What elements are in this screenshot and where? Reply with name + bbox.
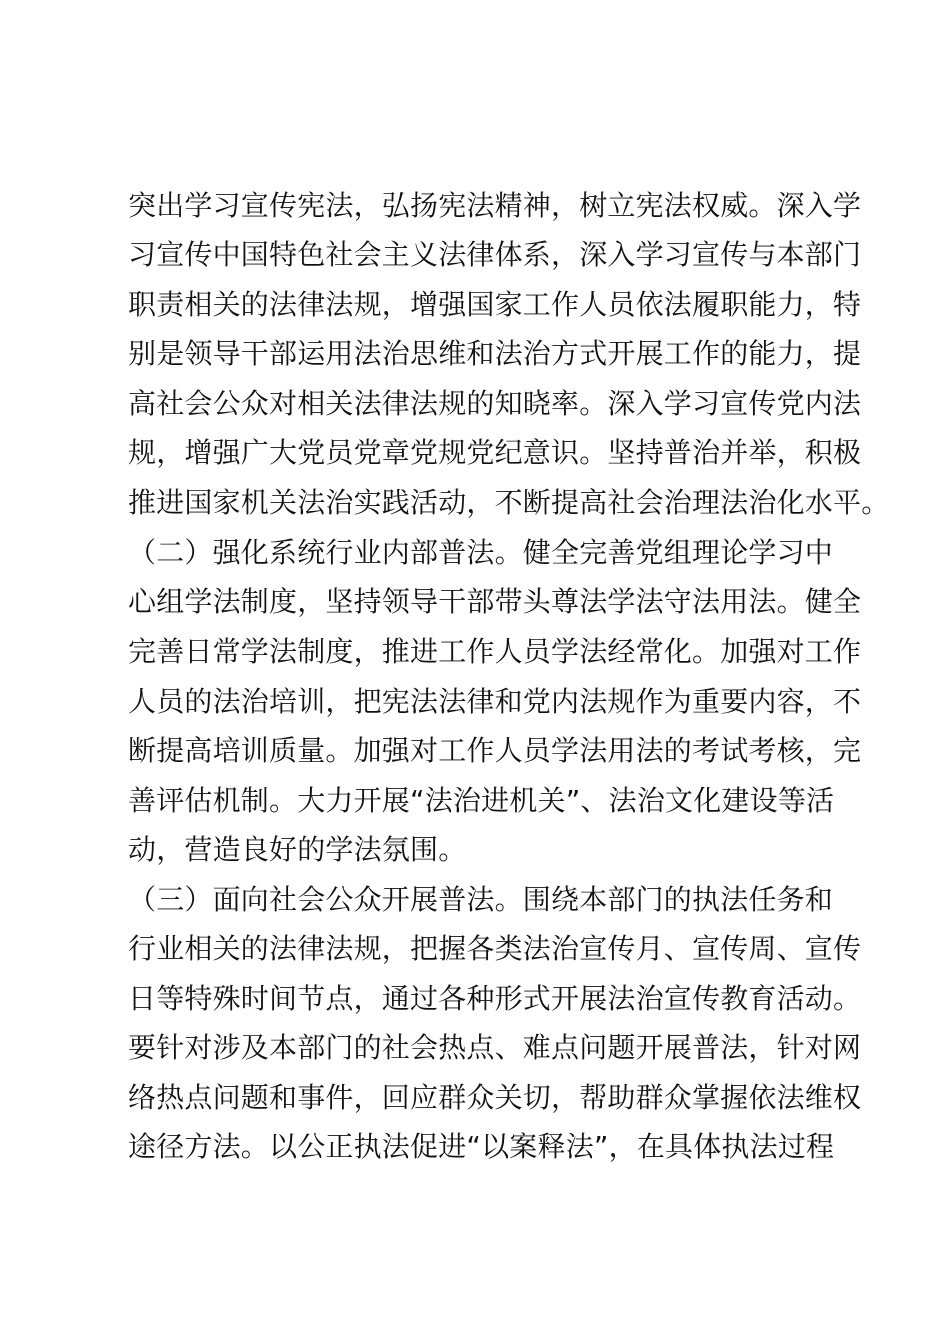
text-line: 要针对涉及本部门的社会热点、难点问题开展普法，针对网: [128, 1031, 862, 1064]
text-line: 日等特殊时间节点，通过各种形式开展法治宣传教育活动。: [128, 982, 862, 1015]
text-line: 行业相关的法律法规，把握各类法治宣传月、宣传周、宣传: [128, 932, 862, 965]
text-line: 完善日常学法制度，推进工作人员学法经常化。加强对工作: [128, 635, 862, 668]
text-line: 途径方法。以公正执法促进“以案释法”，在具体执法过程: [128, 1130, 835, 1163]
text-line: 人员的法治培训，把宪法法律和党内法规作为重要内容，不: [128, 685, 862, 718]
text-line: 断提高培训质量。加强对工作人员学法用法的考试考核，完: [128, 734, 862, 767]
text-line: 别是领导干部运用法治思维和法治方式开展工作的能力，提: [128, 337, 862, 370]
text-line: 职责相关的法律法规，增强国家工作人员依法履职能力，特: [128, 288, 862, 321]
text-line: 络热点问题和事件，回应群众关切，帮助群众掌握依法维权: [128, 1081, 862, 1114]
text-line: 突出学习宣传宪法，弘扬宪法精神，树立宪法权威。深入学: [128, 189, 862, 222]
text-line: 高社会公众对相关法律法规的知晓率。深入学习宣传党内法: [128, 387, 862, 420]
text-line: 推进国家机关法治实践活动，不断提高社会治理法治化水平。: [128, 486, 890, 519]
text-line: 动，营造良好的学法氛围。: [128, 833, 467, 866]
text-line: 规，增强广大党员党章党规党纪意识。坚持普治并举，积极: [128, 436, 862, 469]
text-line: 善评估机制。大力开展“法治进机关”、法治文化建设等活: [128, 784, 835, 817]
text-line: 心组学法制度，坚持领导干部带头尊法学法守法用法。健全: [128, 585, 862, 618]
text-line: 习宣传中国特色社会主义法律体系，深入学习宣传与本部门: [128, 238, 862, 271]
text-line: （三）面向社会公众开展普法。围绕本部门的执法任务和: [128, 883, 834, 916]
text-line: （二）强化系统行业内部普法。健全完善党组理论学习中: [128, 536, 834, 569]
